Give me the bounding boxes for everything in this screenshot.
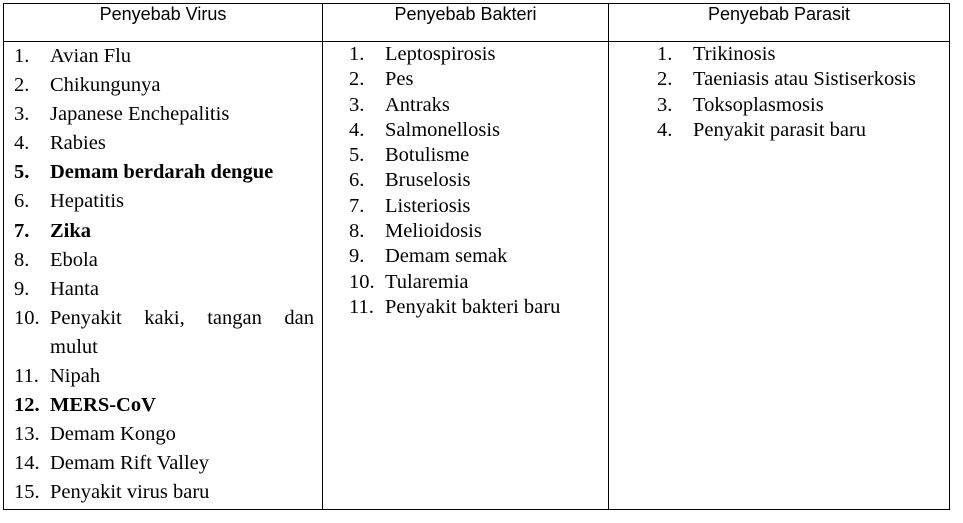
bakteri-list-item <box>323 67 608 92</box>
parasit-list-item <box>609 67 949 92</box>
virus-list-item <box>4 71 322 100</box>
list-item-text: Demam Rift Valley <box>50 452 210 475</box>
list-item-number: 5. <box>14 161 30 184</box>
list-item-text: Demam berdarah dengue <box>50 161 274 184</box>
bakteri-list-item <box>323 270 608 295</box>
list-item-number: 11. <box>349 295 374 318</box>
list-item-text: Toksoplasmosis <box>693 93 824 116</box>
virus-cell <box>4 42 323 510</box>
list-item-text: Hanta <box>50 277 99 300</box>
list-item-text: Hepatitis <box>50 190 125 213</box>
list-item-number: 4. <box>14 132 30 155</box>
disease-table <box>3 3 950 510</box>
list-item-text: Tularemia <box>385 270 469 293</box>
list-item-text: Botulisme <box>385 144 470 167</box>
list-item-number: 10. <box>14 306 40 329</box>
list-item-text: Japanese Enchepalitis <box>50 103 230 126</box>
list-item-text: Zika <box>50 219 92 242</box>
list-item-number: 3. <box>657 93 673 116</box>
parasit-list-item <box>609 118 949 143</box>
virus-list-item <box>4 275 322 304</box>
list-item-number: 1. <box>349 43 365 65</box>
list-item-text: Pes <box>385 68 414 91</box>
virus-list-item <box>4 304 322 362</box>
list-item-text: Nipah <box>50 365 101 388</box>
virus-list-item <box>4 42 322 71</box>
list-item-number: 2. <box>349 68 365 91</box>
list-item-number: 4. <box>349 118 365 141</box>
list-item-number: 9. <box>349 245 365 268</box>
list-item-text: Taeniasis atau Sistiserkosis <box>693 68 916 91</box>
list-item-number: 6. <box>349 169 365 192</box>
bakteri-list-item <box>323 143 608 168</box>
bakteri-list <box>323 42 608 320</box>
list-item-number: 13. <box>14 423 40 446</box>
bakteri-list-item <box>323 168 608 193</box>
list-item-number: 11. <box>14 365 39 388</box>
virus-list-item <box>4 449 322 478</box>
list-item-text: Avian Flu <box>50 45 132 67</box>
bakteri-list-item <box>323 295 608 320</box>
virus-list <box>4 42 322 508</box>
list-item-number: 9. <box>14 277 30 300</box>
list-item-text: Penyakit parasit baru <box>693 118 867 141</box>
list-item-text: MERS-CoV <box>50 394 156 417</box>
list-item-text: Penyakit bakteri baru <box>385 295 561 318</box>
list-item-text: Antraks <box>385 93 450 116</box>
virus-list-item <box>4 187 322 216</box>
virus-list-item <box>4 217 322 246</box>
list-item-number: 2. <box>657 68 673 91</box>
list-item-text-line: mulut <box>50 335 98 358</box>
virus-list-item <box>4 129 322 158</box>
list-item-text <box>50 304 322 362</box>
list-item-text: Melioidosis <box>385 220 482 243</box>
bakteri-list-item <box>323 93 608 118</box>
bakteri-cell <box>323 42 609 510</box>
bakteri-list-item <box>323 194 608 219</box>
virus-list-item <box>4 100 322 129</box>
list-item-number: 15. <box>14 481 40 504</box>
list-item-text-line: Penyakit kaki, tangan dan <box>50 306 314 329</box>
list-item-number: 1. <box>14 45 30 67</box>
bakteri-list-item <box>323 118 608 143</box>
header-parasit: Penyebab Parasit <box>609 4 950 42</box>
list-item-number: 1. <box>657 43 673 65</box>
header-row <box>4 4 950 42</box>
list-item-number: 2. <box>14 74 30 97</box>
bakteri-list-item <box>323 244 608 269</box>
list-item-number: 3. <box>349 93 365 116</box>
body-row <box>4 42 950 510</box>
list-item-text: Rabies <box>50 132 106 155</box>
virus-list-item <box>4 478 322 507</box>
list-item-number: 5. <box>349 144 365 167</box>
list-item-number: 8. <box>349 220 365 243</box>
virus-list-item <box>4 362 322 391</box>
list-item-number: 14. <box>14 452 40 475</box>
virus-list-item <box>4 246 322 275</box>
header-virus: Penyebab Virus <box>4 4 323 42</box>
list-item-number: 12. <box>14 394 40 417</box>
list-item-text: Chikungunya <box>50 74 161 97</box>
list-item-text: Demam semak <box>385 245 508 268</box>
parasit-list-item <box>609 93 949 118</box>
list-item-text: Salmonellosis <box>385 118 501 141</box>
header-bakteri: Penyebab Bakteri <box>323 4 609 42</box>
parasit-list-item <box>609 42 949 67</box>
virus-list-item <box>4 420 322 449</box>
list-item-number: 8. <box>14 248 30 271</box>
bakteri-list-item <box>323 219 608 244</box>
list-item-number: 7. <box>14 219 30 242</box>
list-item-text: Bruselosis <box>385 169 471 192</box>
list-item-number: 3. <box>14 103 30 126</box>
list-item-text: Trikinosis <box>693 43 776 65</box>
virus-list-item <box>4 158 322 187</box>
parasit-cell <box>609 42 950 510</box>
list-item-text: Leptospirosis <box>385 43 496 65</box>
list-item-text: Penyakit virus baru <box>50 481 210 504</box>
list-item-number: 6. <box>14 190 30 213</box>
list-item-text: Listeriosis <box>385 194 471 217</box>
list-item-number: 10. <box>349 270 375 293</box>
parasit-list <box>609 42 949 143</box>
bakteri-list-item <box>323 42 608 67</box>
list-item-number: 7. <box>349 194 365 217</box>
list-item-number: 4. <box>657 118 673 141</box>
virus-list-item <box>4 391 322 420</box>
list-item-text: Ebola <box>50 248 98 271</box>
list-item-text: Demam Kongo <box>50 423 176 446</box>
